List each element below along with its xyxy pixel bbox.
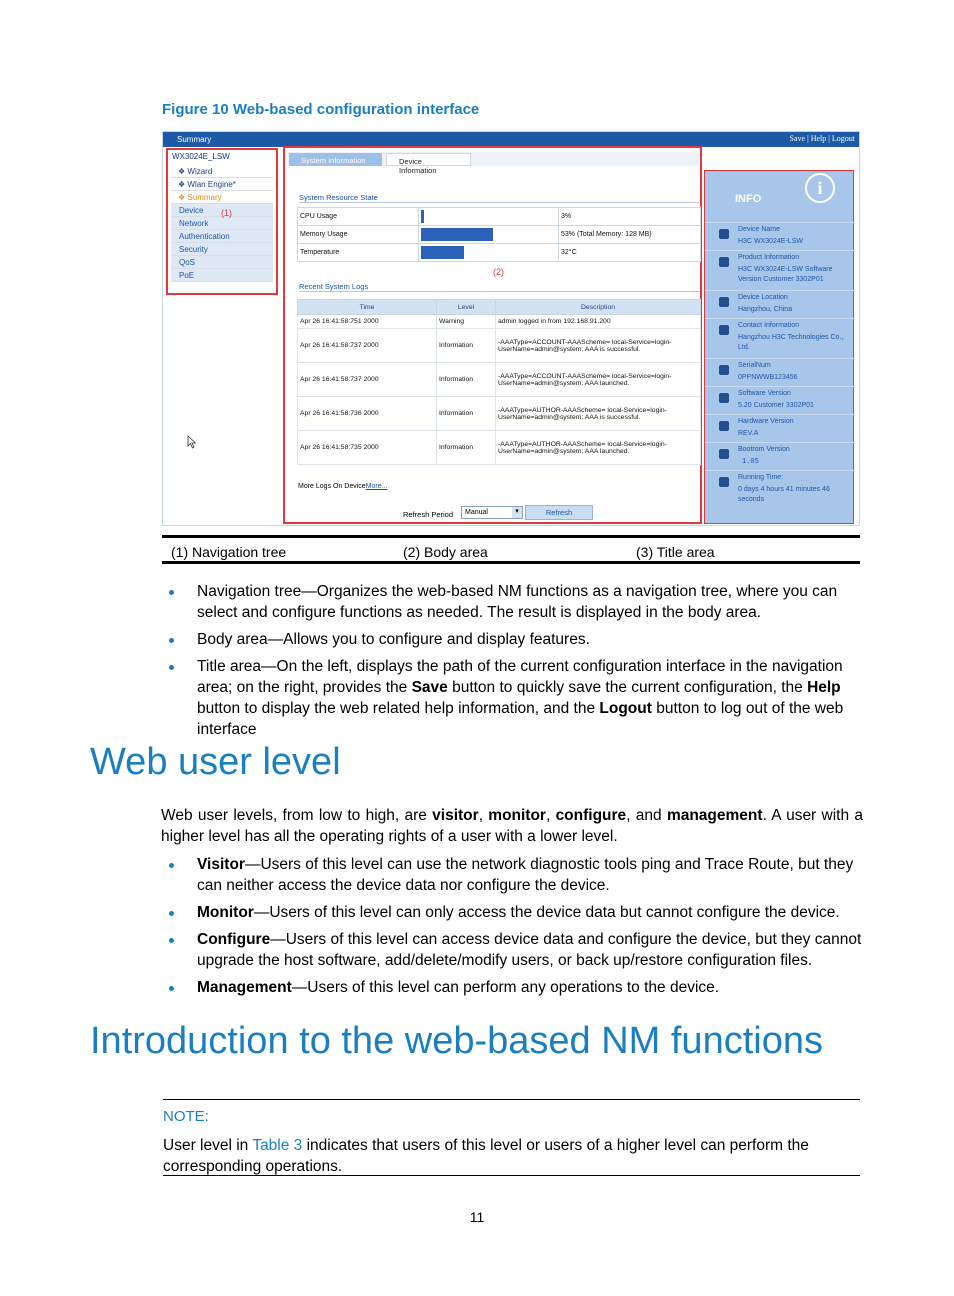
nav-item-authentication[interactable]: Authentication xyxy=(171,230,273,243)
resource-table xyxy=(297,207,701,262)
usage-bar-cell xyxy=(419,208,559,226)
info-label: Contact Information xyxy=(738,322,800,329)
location-icon xyxy=(719,297,729,307)
note-body: User level in Table 3 indicates that users of this level or users of a higher level can perform the corresponding operations. xyxy=(163,1137,809,1175)
log-description: admin logged in from 192.168.91.200 xyxy=(496,315,701,329)
clock-icon xyxy=(719,477,729,487)
info-value: H3C WX3024E-LSW Software Version Customer 3302P01 xyxy=(738,266,833,283)
info-value: Hangzhou, China xyxy=(738,306,793,313)
logs-table xyxy=(297,299,701,465)
info-label: Hardware Version xyxy=(738,418,794,425)
log-time: Apr 26 16:41:58:736 2000 xyxy=(298,397,437,431)
contact-icon xyxy=(719,325,729,335)
list-item: Navigation tree—Organizes the web-based NM functions as a navigation tree, where you can select and configure functions as needed. The result is displayed in the body area. xyxy=(162,581,864,623)
resource-value: 53% (Total Memory: 128 MB) xyxy=(559,226,701,244)
list-item: Title area—On the left, displays the path of the current configuration interface in the navigation area; on the right, provides the Save button to quickly save the current configuration, the Help button to display the web related help information, and the Logout button to log out of the web interface xyxy=(162,656,864,740)
info-value: 1.05 xyxy=(742,458,759,466)
note-box xyxy=(163,1099,860,1176)
info-label: Product Information xyxy=(738,254,800,261)
nav-item-qos[interactable]: QoS xyxy=(171,256,273,269)
more-logs-line xyxy=(298,483,388,490)
title-links: Save | Help | Logout xyxy=(789,134,855,143)
list-item: Management—Users of this level can perform any operations to the device. xyxy=(162,977,864,998)
usage-bar xyxy=(421,228,493,241)
table-row xyxy=(298,226,701,244)
note-title: NOTE: xyxy=(163,1108,209,1125)
software-icon xyxy=(719,393,729,403)
heading-web-user-level: Web user level xyxy=(90,741,341,783)
log-description: -AAAType=ACCOUNT-AAAScheme= local-Service=login-UserName=admin@system; AAA launched. xyxy=(496,363,701,397)
nav-item-device[interactable]: Device xyxy=(171,204,273,217)
product-info-icon xyxy=(719,257,729,267)
info-label: Device Name xyxy=(738,226,781,233)
nav-item-wizard[interactable]: ❖ Wizard xyxy=(171,165,273,178)
info-value: Hangzhou H3C Technologies Co., Ltd. xyxy=(738,334,844,351)
tab-system-information[interactable]: System Information xyxy=(289,153,382,166)
log-description: -AAAType=ACCOUNT-AAAScheme= local-Service=login-UserName=admin@system; AAA is successful. xyxy=(496,329,701,363)
log-level: Information xyxy=(437,363,496,397)
user-level-list xyxy=(162,854,864,1004)
list-item: Monitor—Users of this level can only access the device data but cannot configure the device. xyxy=(162,902,864,923)
column-header-description: Description xyxy=(496,300,701,315)
table-row xyxy=(298,208,701,226)
info-value: 5.20 Customer 3302P01 xyxy=(738,402,814,409)
log-time: Apr 26 16:41:58:735 2000 xyxy=(298,431,437,465)
info-row-device-name xyxy=(705,222,855,251)
info-title: INFO xyxy=(735,193,762,205)
log-level: Information xyxy=(437,329,496,363)
save-link[interactable]: Save xyxy=(789,134,806,143)
resource-value: 3% xyxy=(559,208,701,226)
column-header-level: Level xyxy=(437,300,496,315)
nav-item-wlan-engine[interactable]: ❖ Wlan Engine* xyxy=(171,178,273,191)
info-value: 0 days 4 hours 41 minutes 46 seconds xyxy=(738,486,830,503)
table-3-link[interactable]: Table 3 xyxy=(252,1137,303,1154)
nav-item-poe[interactable]: PoE xyxy=(171,269,273,282)
resource-name: CPU Usage xyxy=(298,208,419,226)
area-description-list xyxy=(162,581,864,746)
more-logs-text: More Logs On Device xyxy=(298,483,366,490)
log-level: Information xyxy=(437,431,496,465)
bootrom-icon xyxy=(719,449,729,459)
log-description: -AAAType=AUTHOR-AAAScheme= local-Service=login-UserName=admin@system; AAA is successful. xyxy=(496,397,701,431)
log-description: -AAAType=AUTHOR-AAAScheme= local-Service=login-UserName=admin@system; AAA launched. xyxy=(496,431,701,465)
log-level: Information xyxy=(437,397,496,431)
more-logs-link[interactable]: More... xyxy=(365,483,388,490)
usage-bar-cell xyxy=(419,244,559,262)
table-row xyxy=(298,244,701,262)
nav-item-summary[interactable]: ❖ Summary xyxy=(171,191,273,204)
resource-name: Memory Usage xyxy=(298,226,419,244)
info-value: H3C WX3024E-LSW xyxy=(738,238,803,245)
log-time: Apr 26 16:41:58:751 2000 xyxy=(298,315,437,329)
serial-icon xyxy=(719,365,729,375)
body-area xyxy=(283,146,702,524)
info-icon: i xyxy=(805,173,835,203)
info-label: Software Version xyxy=(738,390,791,397)
info-row-hardware-version xyxy=(705,414,855,443)
refresh-period-label: Refresh Period xyxy=(403,510,454,519)
tab-bar xyxy=(288,152,699,175)
legend-navigation-tree: (1) Navigation tree xyxy=(171,544,287,560)
user-levels-paragraph: Web user levels, from low to high, are visitor, monitor, configure, and management. A user with a higher level has all the operating rights of a user with a lower level. xyxy=(161,807,863,845)
table-row xyxy=(298,431,701,465)
help-link[interactable]: Help xyxy=(810,134,827,143)
figure-caption: Figure 10 Web-based configuration interface xyxy=(162,101,480,118)
tab-device-information[interactable]: Device Information xyxy=(386,153,471,166)
info-label: Running Time: xyxy=(738,474,784,481)
web-interface-screenshot xyxy=(162,131,860,526)
info-value: 0PPNWWB123456 xyxy=(738,374,798,381)
info-row-product-information xyxy=(705,250,855,291)
nav-item-security[interactable]: Security xyxy=(171,243,273,256)
table-row xyxy=(298,397,701,431)
logs-section-title: Recent System Logs xyxy=(299,282,699,292)
nav-item-network[interactable]: Network xyxy=(171,217,273,230)
table-row xyxy=(298,315,701,329)
table-row xyxy=(298,363,701,397)
info-row-device-location xyxy=(705,290,855,319)
heading-nm-functions: Introduction to the web-based NM functions xyxy=(90,1020,823,1062)
legend-title-area: (3) Title area xyxy=(636,544,715,560)
figure-legend xyxy=(162,535,860,564)
info-row-serial-number xyxy=(705,358,855,387)
info-row-software-version xyxy=(705,386,855,415)
table-row xyxy=(298,329,701,363)
resource-section-title: System Resource State xyxy=(299,193,699,203)
info-row-running-time xyxy=(705,470,855,523)
device-name-icon xyxy=(719,229,729,239)
info-row-contact-information xyxy=(705,318,855,359)
usage-bar xyxy=(421,246,464,259)
refresh-button[interactable]: Refresh xyxy=(525,505,593,520)
legend-body-area: (2) Body area xyxy=(403,544,488,560)
mouse-pointer-icon xyxy=(187,435,197,449)
resource-value: 32°C xyxy=(559,244,701,262)
hardware-icon xyxy=(719,421,729,431)
logout-link[interactable]: Logout xyxy=(831,134,855,143)
info-label: Device Location xyxy=(738,294,788,301)
usage-bar xyxy=(421,210,424,223)
log-level: Warning xyxy=(437,315,496,329)
refresh-period-select[interactable]: Manual ▾ xyxy=(461,506,523,519)
info-label: SerialNum xyxy=(738,362,771,369)
page-number: 11 xyxy=(469,1209,485,1225)
log-time: Apr 26 16:41:58:737 2000 xyxy=(298,329,437,363)
usage-bar-cell xyxy=(419,226,559,244)
info-value: REV.A xyxy=(738,430,759,437)
list-item: Body area—Allows you to configure and display features. xyxy=(162,629,864,650)
list-item: Visitor—Users of this level can use the network diagnostic tools ping and Trace Route, but they can neither access the device data nor configure the device. xyxy=(162,854,864,896)
nav-device-name: WX3024E_LSW xyxy=(172,152,230,161)
info-panel xyxy=(704,170,854,524)
breadcrumb: Summary xyxy=(177,135,212,144)
log-time: Apr 26 16:41:58:737 2000 xyxy=(298,363,437,397)
list-item: Configure—Users of this level can access device data and configure the device, but they cannot upgrade the host software, add/delete/modify users, or back up/restore configuration files. xyxy=(162,929,864,971)
title-area xyxy=(163,132,860,147)
nav-marker: (1) xyxy=(221,208,232,218)
chevron-down-icon: ▾ xyxy=(512,507,522,518)
table-header-row xyxy=(298,300,701,315)
body-marker: (2) xyxy=(493,267,504,277)
navigation-tree xyxy=(166,148,278,295)
column-header-time: Time xyxy=(298,300,437,315)
resource-name: Temperature xyxy=(298,244,419,262)
info-row-bootrom-version xyxy=(705,442,855,471)
info-label: Bootrom Version xyxy=(738,446,790,453)
